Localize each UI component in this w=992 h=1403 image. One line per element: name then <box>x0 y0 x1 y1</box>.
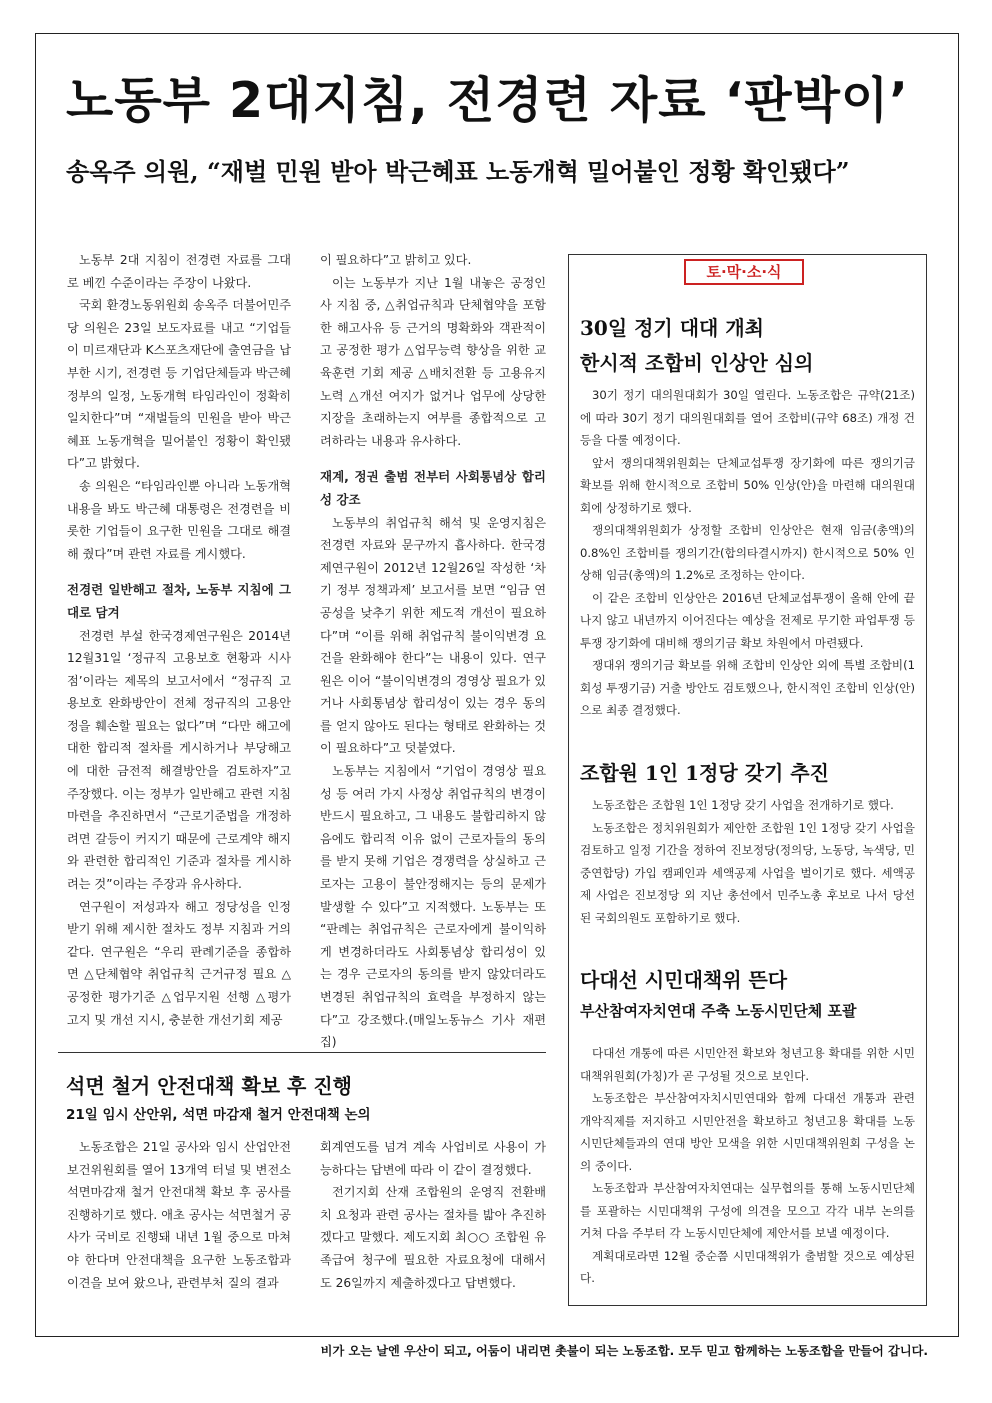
article1-col2 <box>320 249 546 1054</box>
news-badge: 토·막·소·식 <box>684 259 804 285</box>
sidebar-item1-title-line1: 30일 정기 대대 개최 <box>580 316 764 340</box>
paragraph: 회계연도를 넘겨 계속 사업비로 사용이 가능하다는 답변에 따라 이 같이 결정했다. <box>320 1140 546 1177</box>
paragraph: 30기 정기 대의원대회가 30일 열린다. 노동조합은 규약(21조)에 따라 30기 정기 대의원대회를 열어 조합비(규약 68조) 개정 건 등을 다룰 예정이다. <box>580 388 915 447</box>
sidebar-item3-body <box>580 1042 915 1290</box>
paragraph: 다대선 개통에 따른 시민안전 확보와 청년고용 확대를 위한 시민대책위원회(가칭)가 곧 구성될 것으로 보인다. <box>580 1046 915 1083</box>
sidebar-item3-title: 다대선 시민대책위 뜬다 <box>580 968 788 992</box>
paragraph: 송 의원은 “타임라인뿐 아니라 노동개혁 내용을 봐도 박근혜 대통령은 전경련을 비롯한 기업들이 요구한 민원을 그대로 해결해 줬다”며 관련 자료를 게시했다. <box>67 478 291 561</box>
section-heading: 재계, 정권 출범 전부터 사회통념상 합리성 강조 <box>320 469 546 507</box>
paragraph: 노동조합과 부산참여자치연대는 실무협의를 통해 노동시민단체를 포괄하는 시민대책위 구성에 의견을 모으고 각각 내부 논의를 거쳐 다음 주부터 각 노동시민단체에 제안서를 보낼 예정이다. <box>580 1181 915 1240</box>
paragraph: 계획대로라면 12월 중순쯤 시민대책위가 출범할 것으로 예상된다. <box>580 1248 915 1285</box>
paragraph: 노동조합은 정치위원회가 제안한 조합원 1인 1정당 갖기 사업을 검토하고 일정 기간을 정하여 진보정당(정의당, 노동당, 녹색당, 민중연합당) 가입 캠페인과 세액공제 사업을 벌이기로 했다. 세액공제 사업은 진보정당 외 지난 총선에서 민주노총 후보로 나서 당선된 국회의원도 포함하기로 했다. <box>580 820 915 925</box>
subheadline: 송옥주 의원, “재벌 민원 받아 박근혜표 노동개혁 밀어붙인 정황 확인됐다” <box>66 157 850 186</box>
article1-col1 <box>67 249 291 1031</box>
paragraph: 노동부는 지침에서 “기업이 경영상 필요성 등 여러 가지 사정상 취업규칙의 변경이 반드시 필요하고, 그 내용도 불합리하지 않음에도 합리적 이유 없이 근로자들의 동의를 받지 못해 기업은 경쟁력을 상실하고 근로자는 고용이 불안정해지는 등의 문제가 발생할 수 있다”고 지적했다. 노동부는 또 “판례는 취업규칙은 근로자에게 불이익하게 변경하더라도 사회통념상 합리성이 있는 경우 근로자의 동의를 받지 않았더라도 변경된 취업규칙의 효력을 부정하지 않는다”고 강조했다.(매일노동뉴스 기사 재편집) <box>320 764 546 1050</box>
paragraph: 쟁대위 쟁의기금 확보를 위해 조합비 인상안 외에 특별 조합비(1회성 투쟁기금) 거출 방안도 검토했으나, 한시적인 조합비 인상(안)으로 최종 결정했다. <box>580 658 915 717</box>
article2-title: 석면 철거 안전대책 확보 후 진행 <box>66 1074 352 1098</box>
article2-subtitle: 21일 임시 산안위, 석면 마감재 철거 안전대책 논의 <box>66 1107 371 1123</box>
paragraph: 이 같은 조합비 인상안은 2016년 단체교섭투쟁이 올해 안에 끝나지 않고 내년까지 이어진다는 예상을 전제로 무기한 파업투쟁 등 투쟁 장기화에 대비해 쟁의기금 확보 차원에서 마련됐다. <box>580 590 915 650</box>
paragraph: 연구원이 저성과자 해고 정당성을 인정받기 위해 제시한 절차도 정부 지침과 거의 같다. 연구원은 “우리 판례기준을 종합하면 △단체협약 취업규칙 근거규정 필요 △공정한 평가기준 △업무지원 선행 △평가 고지 및 개선 지시, 충분한 개선기회 제공 <box>67 899 291 1027</box>
article2-col1 <box>67 1136 291 1294</box>
sidebar-item2-title: 조합원 1인 1정당 갖기 추진 <box>580 761 829 785</box>
article2-col2 <box>320 1136 546 1294</box>
paragraph: 이 필요하다”고 밝히고 있다. <box>320 253 472 267</box>
paragraph: 노동조합은 21일 공사와 임시 산업안전보건위원회를 열어 13개역 터널 및 변전소 석면마감재 철거 안전대책 확보 후 공사를 진행하기로 했다. 애초 공사는 석면철거 공사가 국비로 진행돼 내년 1월 중으로 마쳐야 한다며 안전대책을 요구한 노동조합과 이견을 보여 왔으나, 관련부처 질의 결과 <box>67 1140 291 1290</box>
paragraph: 이는 노동부가 지난 1월 내놓은 공정인사 지침 중, △취업규칙과 단체협약을 포함한 해고사유 등 근거의 명확화와 객관적이고 공정한 평가 △업무능력 향상을 위한 교육훈련 기회 제공 △배치전환 등 고용유지 노력 △개선 여지가 없거나 업무에 상당한 지장을 초래하는지 여부를 종합적으로 고려하라는 내용과 유사하다. <box>320 275 546 448</box>
sidebar-item1-title-line2: 한시적 조합비 인상안 심의 <box>580 351 814 375</box>
paragraph: 국회 환경노동위원회 송옥주 더불어민주당 의원은 23일 보도자료를 내고 “기업들이 미르재단과 K스포츠재단에 출연금을 납부한 시기, 전경련 등 기업단체들과 박근혜 정부의 일정, 노동개혁 타임라인이 정확히 일치한다”며 “재벌들의 민원을 받아 박근혜표 노동개혁을 밀어붙인 정황이 확인됐다”고 밝혔다. <box>67 298 291 471</box>
sidebar-item3-subtitle: 부산참여자치연대 주축 노동시민단체 포괄 <box>580 1002 857 1020</box>
section-heading: 전경련 일반해고 절차, 노동부 지침에 그대로 담겨 <box>67 582 291 620</box>
footer-slogan: 비가 오는 날엔 우산이 되고, 어둠이 내리면 촛불이 되는 노동조합. 모두 믿고 함께하는 노동조합을 만들어 갑니다. <box>320 1344 928 1358</box>
sidebar-item2-body <box>580 794 915 929</box>
paragraph: 쟁의대책위원회가 상정할 조합비 인상안은 현재 임금(총액)의 0.8%인 조합비를 쟁의기간(합의타결시까지) 한시적으로 50% 인상해 임금(총액)의 1.2%로 조정하는 안이다. <box>580 523 915 582</box>
paragraph: 노동조합은 부산참여자치시민연대와 함께 다대선 개통과 관련 개악직제를 저지하고 시민안전을 확보하고 청년고용 확대를 노동시민단체들과의 연대 방안 모색을 위한 시민대책위원회 구성을 논의 중이다. <box>580 1091 915 1173</box>
section-divider <box>58 1052 546 1053</box>
paragraph: 전경련 부설 한국경제연구원은 2014년 12월31일 ‘정규직 고용보호 현황과 시사점’이라는 제목의 보고서에서 “정규직 고용보호 완화방안이 전체 정규직의 고용안정을 훼손할 필요는 없다”며 “다만 해고에 대한 합리적 절차를 게시하거나 부당해고에 대한 금전적 해결방안을 검토하자”고 주장했다. 이는 정부가 일반해고 관련 지침 마련을 추진하면서 “근로기준법을 개정하려면 갈등이 커지기 때문에 근로계약 해지와 관련한 합리적인 기준과 절차를 게시하려는 것”이라는 주장과 유사하다. <box>67 628 291 892</box>
paragraph: 앞서 쟁의대책위원회는 단체교섭투쟁 장기화에 따른 쟁의기금 확보를 위해 한시적으로 조합비 50% 인상(안)을 마련해 대의원대회에 상정하기로 했다. <box>580 455 915 515</box>
headline: 노동부 2대지침, 전경련 자료 ‘판박이’ <box>66 72 909 129</box>
paragraph: 노동부의 취업규칙 해석 및 운영지침은 전경련 자료와 문구까지 흡사하다. 한국경제연구원이 2012년 12월26일 작성한 ‘차기 정부 정책과제’ 보고서를 보면 “임금 연공성을 낮추기 위한 제도적 개선이 필요하다”며 “이를 위해 취업규칙 불이익변경 요건을 완화해야 한다”는 내용이 있다. 연구원은 이어 “불이익변경의 경영상 필요가 있거나 사회통념상 합리성이 있는 경우 동의를 얻지 않아도 된다는 형태로 완화하는 것이 필요하다”고 덧붙였다. <box>320 515 546 756</box>
paragraph: 전기지회 산재 조합원의 운영직 전환배치 요청과 관련 공사는 절차를 밟아 추진하겠다고 말했다. 제도지회 최○○ 조합원 유족급여 청구에 필요한 자료요청에 대해서도 26일까지 제출하겠다고 답변했다. <box>320 1185 546 1290</box>
paragraph: 노동조합은 조합원 1인 1정당 갖기 사업을 전개하기로 했다. <box>592 798 894 812</box>
paragraph: 노동부 2대 지침이 전경련 자료를 그대로 베낀 수준이라는 주장이 나왔다. <box>67 253 291 290</box>
sidebar-item1-body <box>580 384 915 722</box>
